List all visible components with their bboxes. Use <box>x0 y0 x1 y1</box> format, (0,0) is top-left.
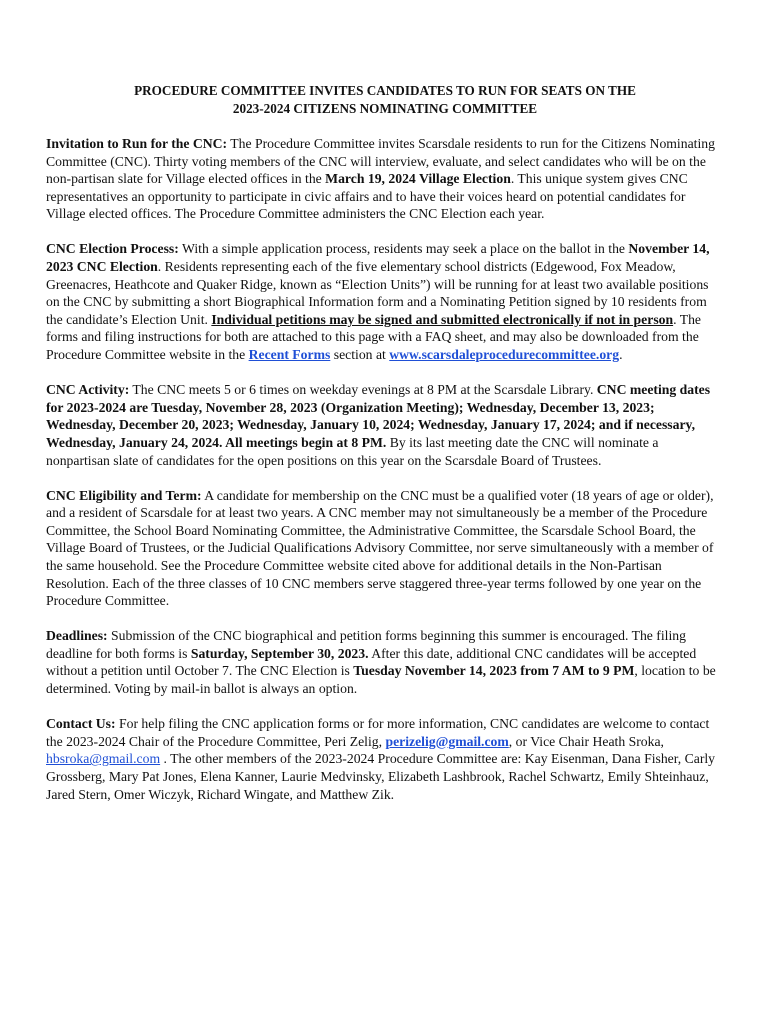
contact-text-1: For help filing the CNC application forms or for more information, CNC candidates are welcome to contact the 2023-2024 Chair of the Procedure Committee, Peri Zelig, <box>46 716 710 749</box>
invitation-election-date: March 19, 2024 Village Election <box>325 171 511 187</box>
procedure-committee-website-link[interactable]: www.scarsdaleprocedurecommittee.org <box>389 347 620 363</box>
eligibility-text: A candidate for membership on the CNC must be a qualified voter (18 years of age or older), and a resident of Scarsdale for at least two years. A CNC member may not simultaneously be a member of the Procedure Committee, the School Board Nominating Committee, the Administrative Committee, the Scarsdale School Board, the Village Board of Trustees, or the Judicial Qualifications Advisory Committee, nor serve simultaneously with a member of the same household. See the Procedure Committee website cited above for additional details in the Non-Partisan Resolution. Each of the three classes of 10 CNC members serve staggered three-year terms followed by one year on the Procedure Committee. <box>46 487 714 609</box>
activity-heading: CNC Activity: <box>46 382 130 398</box>
deadlines-paragraph <box>46 627 724 697</box>
contact-paragraph <box>46 715 724 803</box>
deadlines-text-2: After this date, additional CNC candidates will be accepted without a petition until October 7. The CNC Election is <box>46 645 697 679</box>
title-line-1: PROCEDURE COMMITTEE INVITES CANDIDATES TO RUN FOR SEATS ON THE <box>134 83 636 98</box>
contact-heading: Contact Us: <box>46 716 116 732</box>
title-line-2: 2023-2024 CITIZENS NOMINATING COMMITTEE <box>232 100 538 116</box>
activity-text-1: The CNC meets 5 or 6 times on weekday evenings at 8 PM at the Scarsdale Library. <box>129 382 597 398</box>
deadlines-text-3: , location to be determined. Voting by mail-in ballot is always an option. <box>46 663 716 697</box>
invitation-heading: Invitation to Run for the CNC: <box>46 136 228 151</box>
filing-deadline: Saturday, September 30, 2023. <box>190 645 369 661</box>
page-title <box>46 82 724 117</box>
process-text-2: . Residents representing each of the five elementary school districts (Edgewood, Fox Meadow, Greenacres, Heathcote and Quaker Ridge, known as “Election Units”) will be running for at least two available positions on the CNC by submitting a short Biographical Information form and a Nominating Petition signed by 10 residents from the candidate’s Election Unit. <box>46 259 709 327</box>
process-text-1: With a simple application process, residents may seek a place on the ballot in the <box>178 241 629 257</box>
deadlines-heading: Deadlines: <box>46 628 108 644</box>
contact-text-2: , or Vice Chair Heath Sroka, <box>508 733 664 749</box>
deadlines-text-1: Submission of the CNC biographical and petition forms beginning this summer is encouraged. The filing deadline for both forms is <box>46 628 686 661</box>
election-datetime: Tuesday November 14, 2023 from 7 AM to 9 PM <box>353 663 635 679</box>
chair-email-link[interactable]: perizelig@gmail.com <box>385 733 509 749</box>
contact-text-3: . The other members of the 2023-2024 Procedure Committee are: Kay Eisenman, Dana Fisher, Carly Grossberg, Mary Pat Jones, Elena Kanner, Laurie Medvinsky, Elizabeth Lashbrook, Rachel Schwartz, Emily Shteinhauz, Jared Stern, Omer Wiczyk, Richard Wingate, and Matthew Zik. <box>46 751 716 802</box>
eligibility-paragraph <box>46 487 724 610</box>
process-electronic-petitions-note: Individual petitions may be signed and submitted electronically if not in person <box>211 311 674 327</box>
activity-meeting-dates: CNC meeting dates for 2023-2024 are Tuesday, November 28, 2023 (Organization Meeting); Wednesday, December 13, 2023; Wednesday, December 20, 2023; Wednesday, January 10, 2024; Wednesday, January 17, 2024; and if necessary, Wednesday, January 24, 2024. All meetings begin at 8 PM. <box>46 382 711 450</box>
process-text-5: . <box>619 347 623 363</box>
process-election-date: November 14, 2023 CNC Election <box>46 241 710 275</box>
activity-paragraph <box>46 381 724 469</box>
invitation-text-2: . This unique system gives CNC representatives an opportunity to participate in civic affairs and to have their voices heard on potential candidates for Village elected offices. The Procedure Committee administers the CNC Election each year. <box>46 171 688 222</box>
process-heading: CNC Election Process: <box>46 241 179 257</box>
activity-text-2: By its last meeting date the CNC will nominate a nonpartisan slate of candidates for the open positions on this year on the Scarsdale Board of Trustees. <box>46 434 659 468</box>
vice-chair-email-link[interactable]: hbsroka@gmail.com <box>46 751 161 767</box>
eligibility-heading: CNC Eligibility and Term: <box>46 487 202 503</box>
invitation-paragraph <box>46 135 724 223</box>
invitation-text-1: The Procedure Committee invites Scarsdale residents to run for the Citizens Nominating Committee (CNC). Thirty voting members of the CNC will interview, evaluate, and select candidates who will be on the non-partisan slate for Village elected offices in the <box>46 136 715 187</box>
recent-forms-link[interactable]: Recent Forms <box>248 347 331 363</box>
process-paragraph <box>46 240 724 363</box>
process-text-3: . The forms and filing instructions for both are attached to this page with a FAQ sheet, and may also be downloaded from the Procedure Committee website in the <box>46 311 701 363</box>
process-text-4: section at <box>330 347 390 363</box>
